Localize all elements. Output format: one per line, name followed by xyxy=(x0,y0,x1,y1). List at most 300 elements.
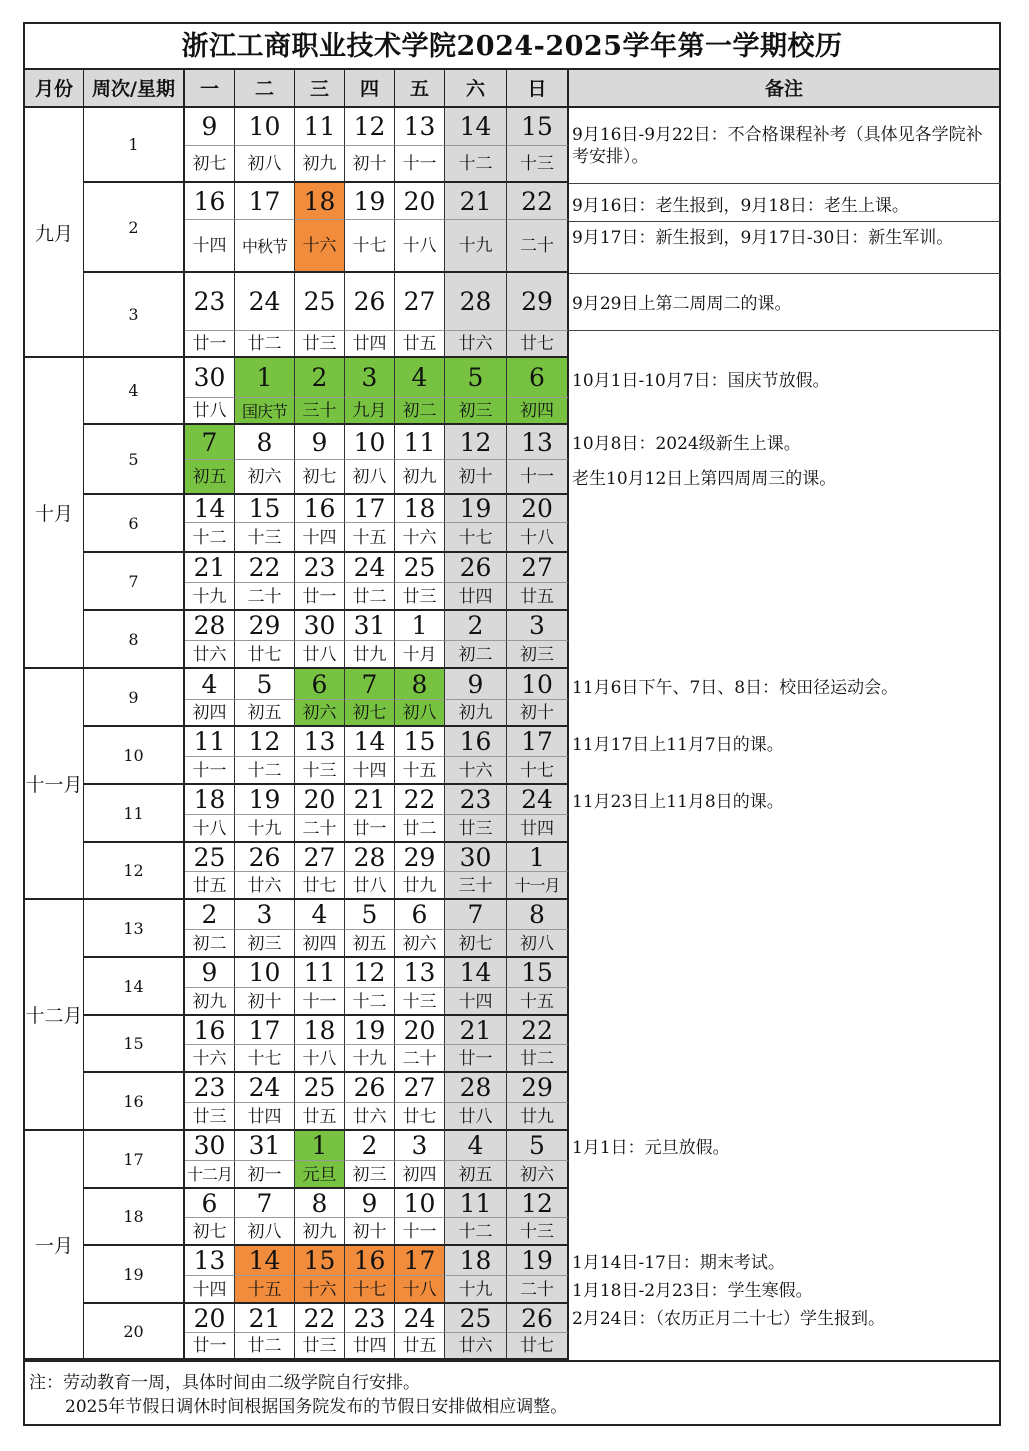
lunar-date-mon: 十四 xyxy=(185,220,235,273)
lunar-date-wed: 十三 xyxy=(295,757,345,785)
day-number-sat: 9 xyxy=(445,669,507,700)
lunar-date-sat: 三十 xyxy=(445,872,507,900)
lunar-date-sat: 初七 xyxy=(445,930,507,958)
month-label: 十二月 xyxy=(25,900,84,1131)
day-number-fri: 20 xyxy=(395,1016,445,1045)
note-divider xyxy=(569,273,1001,274)
lunar-date-wed: 初四 xyxy=(295,930,345,958)
lunar-date-fri: 十六 xyxy=(395,523,445,553)
lunar-date-fri: 十八 xyxy=(395,1276,445,1304)
lunar-date-mon: 十六 xyxy=(185,1045,235,1073)
day-number-thu: 10 xyxy=(345,425,395,460)
day-number-tue: 21 xyxy=(235,1304,295,1333)
lunar-date-wed: 廿一 xyxy=(295,583,345,611)
day-number-fri: 13 xyxy=(395,958,445,988)
note-item: 9月16日-9月22日：不合格课程补考（具体见各学院补考安排）。 xyxy=(572,125,983,167)
day-number-wed: 20 xyxy=(295,785,345,815)
day-number-mon: 11 xyxy=(185,727,235,757)
lunar-date-tue: 廿四 xyxy=(235,1103,295,1131)
lunar-date-mon: 十九 xyxy=(185,583,235,611)
week-number: 17 xyxy=(84,1131,185,1189)
day-number-wed: 11 xyxy=(295,108,345,146)
week-number: 11 xyxy=(84,785,185,843)
lunar-date-sun: 初八 xyxy=(507,930,569,958)
lunar-date-sat: 廿一 xyxy=(445,1045,507,1073)
lunar-date-sun: 初四 xyxy=(507,398,569,425)
day-number-sun: 12 xyxy=(507,1189,569,1218)
lunar-date-mon: 十一 xyxy=(185,757,235,785)
day-number-sat: 21 xyxy=(445,1016,507,1045)
day-number-thu: 31 xyxy=(345,611,395,641)
lunar-date-fri: 十一 xyxy=(395,146,445,183)
day-number-fri: 3 xyxy=(395,1131,445,1161)
day-number-fri: 13 xyxy=(395,108,445,146)
lunar-date-sat: 十二 xyxy=(445,146,507,183)
day-number-fri: 4 xyxy=(395,358,445,398)
day-number-fri: 22 xyxy=(395,785,445,815)
day-number-sat: 23 xyxy=(445,785,507,815)
day-number-sat: 5 xyxy=(445,358,507,398)
lunar-date-mon: 廿八 xyxy=(185,398,235,425)
lunar-date-thu: 十九 xyxy=(345,1045,395,1073)
lunar-date-wed: 廿七 xyxy=(295,872,345,900)
lunar-date-fri: 二十 xyxy=(395,1045,445,1073)
day-number-mon: 7 xyxy=(185,425,235,460)
lunar-date-sat: 廿三 xyxy=(445,815,507,843)
lunar-date-sun: 十三 xyxy=(507,1218,569,1246)
day-number-tue: 12 xyxy=(235,727,295,757)
note-item: 11月23日上11月8日的课。 xyxy=(572,792,784,812)
header-day-mon: 一 xyxy=(185,70,235,108)
day-number-fri: 24 xyxy=(395,1304,445,1333)
day-number-mon: 16 xyxy=(185,183,235,220)
day-number-sun: 27 xyxy=(507,553,569,583)
note-item: 9月16日：老生报到，9月18日：老生上课。 xyxy=(572,196,909,216)
note-item: 10月1日-10月7日：国庆节放假。 xyxy=(572,371,830,391)
week-number: 12 xyxy=(84,843,185,900)
day-number-tue: 17 xyxy=(235,183,295,220)
header-day-tue: 二 xyxy=(235,70,295,108)
lunar-date-mon: 廿五 xyxy=(185,872,235,900)
lunar-date-thu: 廿四 xyxy=(345,331,395,358)
day-number-wed: 18 xyxy=(295,183,345,220)
lunar-date-sat: 初二 xyxy=(445,641,507,669)
day-number-mon: 14 xyxy=(185,495,235,523)
header-day-sat: 六 xyxy=(445,70,507,108)
lunar-date-fri: 廿五 xyxy=(395,331,445,358)
day-number-tue: 17 xyxy=(235,1016,295,1045)
lunar-date-sun: 二十 xyxy=(507,1276,569,1304)
lunar-date-fri: 十八 xyxy=(395,220,445,273)
lunar-date-fri: 初六 xyxy=(395,930,445,958)
day-number-sun: 24 xyxy=(507,785,569,815)
day-number-wed: 11 xyxy=(295,958,345,988)
day-number-sun: 22 xyxy=(507,183,569,220)
day-number-sun: 5 xyxy=(507,1131,569,1161)
lunar-date-fri: 初四 xyxy=(395,1161,445,1189)
lunar-date-tue: 初十 xyxy=(235,988,295,1016)
note-divider xyxy=(569,330,1001,331)
lunar-date-thu: 廿四 xyxy=(345,1333,395,1360)
lunar-date-sat: 初五 xyxy=(445,1161,507,1189)
day-number-thu: 12 xyxy=(345,108,395,146)
day-number-sat: 28 xyxy=(445,273,507,331)
lunar-date-sun: 初十 xyxy=(507,700,569,727)
day-number-tue: 22 xyxy=(235,553,295,583)
week-number: 16 xyxy=(84,1073,185,1131)
week-number: 20 xyxy=(84,1304,185,1360)
lunar-date-sat: 十二 xyxy=(445,1218,507,1246)
day-number-fri: 11 xyxy=(395,425,445,460)
lunar-date-mon: 廿六 xyxy=(185,641,235,669)
day-number-sun: 15 xyxy=(507,108,569,146)
day-number-mon: 30 xyxy=(185,1131,235,1161)
day-number-thu: 19 xyxy=(345,183,395,220)
day-number-fri: 20 xyxy=(395,183,445,220)
header-day-sun: 日 xyxy=(507,70,569,108)
lunar-date-sun: 十七 xyxy=(507,757,569,785)
day-number-thu: 9 xyxy=(345,1189,395,1218)
lunar-date-sat: 廿六 xyxy=(445,1333,507,1360)
day-number-mon: 9 xyxy=(185,108,235,146)
day-number-wed: 25 xyxy=(295,273,345,331)
day-number-mon: 4 xyxy=(185,669,235,700)
day-number-fri: 18 xyxy=(395,495,445,523)
day-number-thu: 24 xyxy=(345,553,395,583)
day-number-sat: 12 xyxy=(445,425,507,460)
lunar-date-mon: 十二 xyxy=(185,523,235,553)
lunar-date-sun: 十五 xyxy=(507,988,569,1016)
day-number-sat: 25 xyxy=(445,1304,507,1333)
week-number: 19 xyxy=(84,1246,185,1304)
lunar-date-mon: 十八 xyxy=(185,815,235,843)
lunar-date-mon: 初二 xyxy=(185,930,235,958)
lunar-date-mon: 初七 xyxy=(185,146,235,183)
day-number-tue: 7 xyxy=(235,1189,295,1218)
note-item: 11月6日下午、7日、8日：校田径运动会。 xyxy=(572,678,899,698)
footer-line-2: 2025年节假日调休时间根据国务院发布的节假日安排做相应调整。 xyxy=(65,1397,568,1417)
lunar-date-thu: 初十 xyxy=(345,146,395,183)
lunar-date-mon: 廿一 xyxy=(185,1333,235,1360)
day-number-thu: 26 xyxy=(345,273,395,331)
lunar-date-mon: 廿一 xyxy=(185,331,235,358)
lunar-date-sat: 初九 xyxy=(445,700,507,727)
lunar-date-sat: 初十 xyxy=(445,460,507,495)
day-number-wed: 23 xyxy=(295,553,345,583)
lunar-date-sun: 廿九 xyxy=(507,1103,569,1131)
day-number-fri: 25 xyxy=(395,553,445,583)
day-number-sun: 15 xyxy=(507,958,569,988)
day-number-wed: 6 xyxy=(295,669,345,700)
lunar-date-fri: 十三 xyxy=(395,988,445,1016)
lunar-date-tue: 十二 xyxy=(235,757,295,785)
day-number-tue: 3 xyxy=(235,900,295,930)
day-number-mon: 20 xyxy=(185,1304,235,1333)
day-number-thu: 17 xyxy=(345,495,395,523)
lunar-date-mon: 十二月 xyxy=(185,1161,235,1189)
lunar-date-sun: 十八 xyxy=(507,523,569,553)
lunar-date-fri: 十一 xyxy=(395,1218,445,1246)
day-number-fri: 29 xyxy=(395,843,445,872)
day-number-tue: 15 xyxy=(235,495,295,523)
day-number-wed: 8 xyxy=(295,1189,345,1218)
lunar-date-thu: 初七 xyxy=(345,700,395,727)
note-item: 9月17日：新生报到，9月17日-30日：新生军训。 xyxy=(572,228,954,248)
lunar-date-wed: 三十 xyxy=(295,398,345,425)
note-item: 10月8日：2024级新生上课。 xyxy=(572,434,801,454)
day-number-sat: 18 xyxy=(445,1246,507,1276)
lunar-date-thu: 廿八 xyxy=(345,872,395,900)
note-item: 1月14日-17日：期末考试。 xyxy=(572,1253,785,1273)
lunar-date-fri: 十月 xyxy=(395,641,445,669)
day-number-thu: 3 xyxy=(345,358,395,398)
day-number-tue: 1 xyxy=(235,358,295,398)
lunar-date-sun: 十一 xyxy=(507,460,569,495)
lunar-date-sun: 廿五 xyxy=(507,583,569,611)
day-number-tue: 5 xyxy=(235,669,295,700)
lunar-date-wed: 二十 xyxy=(295,815,345,843)
day-number-fri: 27 xyxy=(395,273,445,331)
lunar-date-fri: 初九 xyxy=(395,460,445,495)
lunar-date-sat: 十九 xyxy=(445,220,507,273)
lunar-date-mon: 廿三 xyxy=(185,1103,235,1131)
lunar-date-thu: 十四 xyxy=(345,757,395,785)
day-number-tue: 26 xyxy=(235,843,295,872)
lunar-date-tue: 二十 xyxy=(235,583,295,611)
week-number: 6 xyxy=(84,495,185,553)
lunar-date-mon: 初七 xyxy=(185,1218,235,1246)
day-number-fri: 27 xyxy=(395,1073,445,1103)
day-number-mon: 28 xyxy=(185,611,235,641)
footer-line-1: 注：劳动教育一周，具体时间由二级学院自行安排。 xyxy=(29,1373,420,1393)
week-number: 15 xyxy=(84,1016,185,1073)
lunar-date-tue: 十七 xyxy=(235,1045,295,1073)
day-number-thu: 23 xyxy=(345,1304,395,1333)
week-number: 4 xyxy=(84,358,185,425)
week-number: 3 xyxy=(84,273,185,358)
header-day-thu: 四 xyxy=(345,70,395,108)
day-number-tue: 10 xyxy=(235,958,295,988)
day-number-tue: 24 xyxy=(235,273,295,331)
day-number-sun: 8 xyxy=(507,900,569,930)
day-number-wed: 9 xyxy=(295,425,345,460)
day-number-tue: 10 xyxy=(235,108,295,146)
day-number-tue: 14 xyxy=(235,1246,295,1276)
day-number-sat: 7 xyxy=(445,900,507,930)
lunar-date-mon: 十四 xyxy=(185,1276,235,1304)
lunar-date-sun: 廿七 xyxy=(507,331,569,358)
day-number-mon: 21 xyxy=(185,553,235,583)
lunar-date-sun: 初六 xyxy=(507,1161,569,1189)
lunar-date-tue: 中秋节 xyxy=(235,220,295,273)
day-number-wed: 2 xyxy=(295,358,345,398)
day-number-sat: 14 xyxy=(445,108,507,146)
day-number-sun: 22 xyxy=(507,1016,569,1045)
lunar-date-tue: 初六 xyxy=(235,460,295,495)
lunar-date-thu: 廿一 xyxy=(345,815,395,843)
month-label: 九月 xyxy=(25,108,84,358)
lunar-date-fri: 廿二 xyxy=(395,815,445,843)
lunar-date-thu: 初三 xyxy=(345,1161,395,1189)
day-number-wed: 30 xyxy=(295,611,345,641)
day-number-mon: 25 xyxy=(185,843,235,872)
lunar-date-tue: 十五 xyxy=(235,1276,295,1304)
note-item: 9月29日上第二周周二的课。 xyxy=(572,294,792,314)
lunar-date-wed: 廿五 xyxy=(295,1103,345,1131)
lunar-date-mon: 初九 xyxy=(185,988,235,1016)
lunar-date-thu: 初五 xyxy=(345,930,395,958)
lunar-date-sat: 廿六 xyxy=(445,331,507,358)
lunar-date-wed: 十六 xyxy=(295,220,345,273)
lunar-date-wed: 十八 xyxy=(295,1045,345,1073)
month-label: 十月 xyxy=(25,358,84,669)
week-number: 7 xyxy=(84,553,185,611)
day-number-thu: 16 xyxy=(345,1246,395,1276)
day-number-mon: 23 xyxy=(185,273,235,331)
day-number-sun: 29 xyxy=(507,273,569,331)
day-number-sat: 4 xyxy=(445,1131,507,1161)
day-number-sat: 28 xyxy=(445,1073,507,1103)
lunar-date-fri: 廿九 xyxy=(395,872,445,900)
lunar-date-fri: 廿三 xyxy=(395,583,445,611)
lunar-date-thu: 廿六 xyxy=(345,1103,395,1131)
day-number-sun: 6 xyxy=(507,358,569,398)
day-number-sun: 10 xyxy=(507,669,569,700)
lunar-date-wed: 廿三 xyxy=(295,331,345,358)
lunar-date-fri: 初八 xyxy=(395,700,445,727)
day-number-tue: 8 xyxy=(235,425,295,460)
day-number-thu: 2 xyxy=(345,1131,395,1161)
lunar-date-sat: 十四 xyxy=(445,988,507,1016)
lunar-date-tue: 初三 xyxy=(235,930,295,958)
lunar-date-wed: 十四 xyxy=(295,523,345,553)
day-number-tue: 19 xyxy=(235,785,295,815)
day-number-wed: 22 xyxy=(295,1304,345,1333)
day-number-sun: 13 xyxy=(507,425,569,460)
day-number-thu: 28 xyxy=(345,843,395,872)
day-number-wed: 13 xyxy=(295,727,345,757)
day-number-sun: 1 xyxy=(507,843,569,872)
lunar-date-fri: 廿七 xyxy=(395,1103,445,1131)
week-number: 18 xyxy=(84,1189,185,1246)
day-number-wed: 18 xyxy=(295,1016,345,1045)
day-number-mon: 2 xyxy=(185,900,235,930)
day-number-wed: 16 xyxy=(295,495,345,523)
day-number-mon: 30 xyxy=(185,358,235,398)
day-number-sat: 26 xyxy=(445,553,507,583)
lunar-date-thu: 十二 xyxy=(345,988,395,1016)
lunar-date-sun: 二十 xyxy=(507,220,569,273)
lunar-date-thu: 廿二 xyxy=(345,583,395,611)
lunar-date-tue: 廿六 xyxy=(235,872,295,900)
header-day-fri: 五 xyxy=(395,70,445,108)
day-number-thu: 26 xyxy=(345,1073,395,1103)
lunar-date-sun: 十一月 xyxy=(507,872,569,900)
lunar-date-wed: 廿三 xyxy=(295,1333,345,1360)
lunar-date-wed: 十一 xyxy=(295,988,345,1016)
lunar-date-wed: 廿八 xyxy=(295,641,345,669)
day-number-fri: 8 xyxy=(395,669,445,700)
day-number-thu: 14 xyxy=(345,727,395,757)
lunar-date-tue: 初八 xyxy=(235,1218,295,1246)
day-number-tue: 29 xyxy=(235,611,295,641)
day-number-mon: 23 xyxy=(185,1073,235,1103)
week-number: 5 xyxy=(84,425,185,495)
day-number-mon: 16 xyxy=(185,1016,235,1045)
lunar-date-sat: 十七 xyxy=(445,523,507,553)
lunar-date-wed: 初七 xyxy=(295,460,345,495)
lunar-date-tue: 廿二 xyxy=(235,1333,295,1360)
day-number-sat: 11 xyxy=(445,1189,507,1218)
month-label: 十一月 xyxy=(25,669,84,900)
day-number-sun: 26 xyxy=(507,1304,569,1333)
day-number-sat: 30 xyxy=(445,843,507,872)
header-week: 周次/星期 xyxy=(84,70,185,108)
lunar-date-sat: 十九 xyxy=(445,1276,507,1304)
lunar-date-sat: 廿八 xyxy=(445,1103,507,1131)
lunar-date-thu: 廿九 xyxy=(345,641,395,669)
day-number-wed: 25 xyxy=(295,1073,345,1103)
day-number-fri: 1 xyxy=(395,611,445,641)
lunar-date-tue: 初一 xyxy=(235,1161,295,1189)
lunar-date-wed: 十六 xyxy=(295,1276,345,1304)
day-number-sun: 19 xyxy=(507,1246,569,1276)
footer-note xyxy=(25,1360,999,1424)
header-month: 月份 xyxy=(25,70,84,108)
lunar-date-tue: 廿七 xyxy=(235,641,295,669)
lunar-date-thu: 初十 xyxy=(345,1218,395,1246)
day-number-wed: 1 xyxy=(295,1131,345,1161)
lunar-date-sun: 廿四 xyxy=(507,815,569,843)
note-item: 1月1日：元旦放假。 xyxy=(572,1138,730,1158)
day-number-thu: 7 xyxy=(345,669,395,700)
lunar-date-mon: 初五 xyxy=(185,460,235,495)
day-number-sun: 17 xyxy=(507,727,569,757)
lunar-date-fri: 初二 xyxy=(395,398,445,425)
day-number-mon: 9 xyxy=(185,958,235,988)
day-number-thu: 19 xyxy=(345,1016,395,1045)
day-number-sun: 3 xyxy=(507,611,569,641)
month-label: 一月 xyxy=(25,1131,84,1360)
lunar-date-tue: 廿二 xyxy=(235,331,295,358)
day-number-fri: 17 xyxy=(395,1246,445,1276)
lunar-date-sun: 廿七 xyxy=(507,1333,569,1360)
day-number-sun: 29 xyxy=(507,1073,569,1103)
note-item: 2月24日：（农历正月二十七）学生报到。 xyxy=(572,1309,885,1329)
day-number-sat: 14 xyxy=(445,958,507,988)
day-number-sun: 20 xyxy=(507,495,569,523)
lunar-date-thu: 初八 xyxy=(345,460,395,495)
day-number-sat: 16 xyxy=(445,727,507,757)
note-divider xyxy=(569,183,1001,184)
lunar-date-sat: 十六 xyxy=(445,757,507,785)
day-number-tue: 24 xyxy=(235,1073,295,1103)
lunar-date-wed: 初六 xyxy=(295,700,345,727)
day-number-fri: 15 xyxy=(395,727,445,757)
week-number: 2 xyxy=(84,183,185,273)
day-number-thu: 21 xyxy=(345,785,395,815)
header-notes: 备注 xyxy=(569,70,999,108)
day-number-wed: 15 xyxy=(295,1246,345,1276)
day-number-sat: 19 xyxy=(445,495,507,523)
week-number: 1 xyxy=(84,108,185,183)
week-number: 13 xyxy=(84,900,185,958)
lunar-date-sun: 十三 xyxy=(507,146,569,183)
lunar-date-thu: 十五 xyxy=(345,523,395,553)
day-number-wed: 27 xyxy=(295,843,345,872)
day-number-wed: 4 xyxy=(295,900,345,930)
week-number: 8 xyxy=(84,611,185,669)
